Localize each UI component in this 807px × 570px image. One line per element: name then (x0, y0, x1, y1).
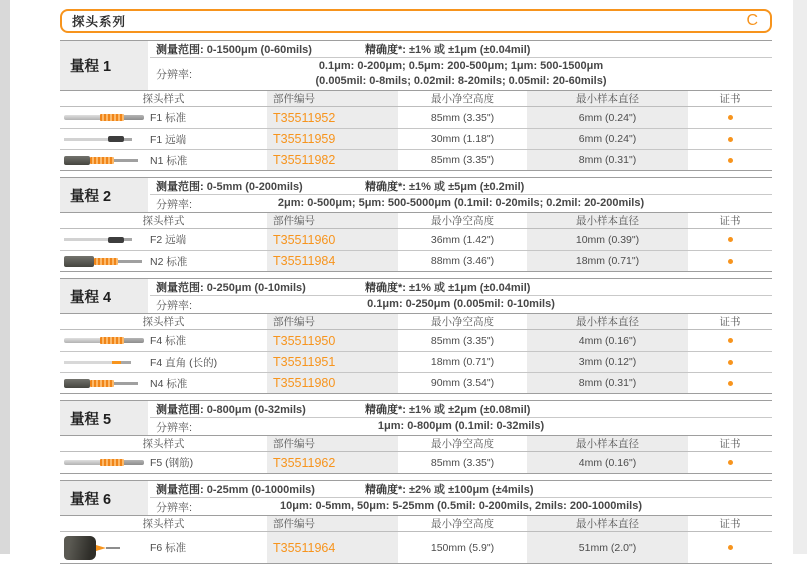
column-header-clearance: 最小净空高度 (431, 518, 494, 530)
probe-style: F5 (钢筋) (150, 457, 194, 469)
range-section-4 (60, 278, 772, 394)
part-number-link[interactable]: T35511982 (267, 150, 398, 170)
probe-style: N4 标准 (150, 377, 188, 390)
column-header-diameter: 最小样本直径 (527, 91, 688, 106)
min-clearance: 85mm (3.35") (430, 111, 495, 124)
column-header-part: 部件编号 (267, 213, 398, 228)
certificate-cell (688, 452, 772, 473)
min-diameter: 6mm (0.24") (527, 129, 688, 149)
column-header-row (60, 313, 772, 330)
probe-image (60, 251, 150, 271)
probe-style: F1 远端 (150, 133, 187, 146)
measure-range-value: 0-25mm (0-1000mils) (206, 484, 315, 496)
accuracy-label: 精确度*: (365, 484, 406, 496)
part-number-link[interactable]: T35511984 (267, 251, 398, 271)
resolution-value: 1μm: 0-800μm (0.1mil: 0-32mils) (377, 420, 545, 432)
min-diameter: 10mm (0.39") (527, 229, 688, 250)
min-clearance: 85mm (3.35") (430, 334, 495, 347)
column-header-certificate: 证书 (719, 215, 741, 227)
table-row (60, 351, 772, 372)
certificate-cell (688, 107, 772, 128)
certificate-cell (688, 150, 772, 170)
range-section-6 (60, 480, 772, 564)
min-diameter: 6mm (0.24") (527, 107, 688, 128)
min-diameter: 4mm (0.16") (527, 452, 688, 473)
min-clearance: 36mm (1.42") (430, 233, 495, 246)
probe-style: F1 标准 (150, 112, 187, 124)
range-label: 量程 6 (60, 481, 148, 515)
accuracy-value: ±2% 或 ±100μm (±4mils) (409, 484, 534, 496)
accuracy-label: 精确度*: (365, 181, 406, 193)
probe-image (60, 229, 150, 250)
min-clearance: 85mm (3.35") (430, 456, 495, 469)
certificate-dot-icon (728, 137, 733, 142)
certificate-dot-icon (728, 460, 733, 465)
resolution-value: 0.1μm: 0-200μm; 0.5μm: 200-500μm; 1μm: 500-1500μm (0.005mil: 0-8mils; 0.02mil: 8-20mils; 0.05mil: 20-60mils) (315, 60, 607, 87)
part-number-link[interactable]: T35511962 (267, 452, 398, 473)
part-number-link[interactable]: T35511950 (267, 330, 398, 351)
certificate-dot-icon (728, 338, 733, 343)
certificate-dot-icon (728, 115, 733, 120)
probe-style: F4 直角 (长的) (150, 356, 218, 369)
certificate-dot-icon (728, 237, 733, 242)
column-header-diameter: 最小样本直径 (527, 314, 688, 329)
certificate-cell (688, 229, 772, 250)
column-header-part: 部件编号 (267, 516, 398, 531)
range-section-2 (60, 177, 772, 272)
measure-range-value: 0-1500μm (0-60mils) (206, 44, 312, 56)
min-diameter: 3mm (0.12") (527, 352, 688, 372)
table-row (60, 452, 772, 473)
measure-range-value: 0-5mm (0-200mils) (206, 181, 303, 193)
accuracy-label: 精确度*: (365, 282, 406, 294)
column-header-part: 部件编号 (267, 436, 398, 451)
probe-image (60, 129, 150, 149)
probe-style: F2 远端 (150, 234, 187, 246)
column-header-row (60, 435, 772, 452)
part-number-link[interactable]: T35511959 (267, 129, 398, 149)
column-header-row (60, 90, 772, 107)
measure-range-label: 测量范围: (156, 282, 204, 294)
min-diameter: 51mm (2.0") (527, 532, 688, 563)
probe-image (60, 452, 150, 473)
probe-series-page (60, 9, 772, 570)
certificate-cell (688, 129, 772, 149)
column-header-row (60, 212, 772, 229)
certificate-dot-icon (728, 259, 733, 264)
probe-style: N1 标准 (150, 154, 188, 167)
column-header-style: 探头样式 (142, 316, 185, 328)
range-label: 量程 2 (60, 178, 148, 212)
column-header-part: 部件编号 (267, 91, 398, 106)
range-section-5 (60, 400, 772, 474)
min-clearance: 18mm (0.71") (430, 356, 495, 368)
probe-image (60, 373, 150, 393)
series-header-bar[interactable] (60, 9, 772, 33)
certificate-dot-icon (728, 158, 733, 163)
probe-image (60, 532, 150, 563)
column-header-certificate: 证书 (719, 316, 741, 328)
resolution-value: 10μm: 0-5mm, 50μm: 5-25mm (0.5mil: 0-200mils, 2mils: 200-1000mils) (280, 500, 642, 512)
min-diameter: 18mm (0.71") (527, 251, 688, 271)
left-page-edge (0, 0, 10, 554)
range-label: 量程 5 (60, 401, 148, 435)
part-number-link[interactable]: T35511960 (267, 229, 398, 250)
column-header-certificate: 证书 (719, 93, 741, 105)
probe-image (60, 330, 150, 351)
resolution-label: 分辨率: (156, 299, 193, 312)
measure-range-label: 测量范围: (156, 44, 204, 56)
certificate-dot-icon (728, 545, 733, 550)
accuracy-label: 精确度*: (365, 404, 406, 416)
min-diameter: 8mm (0.31") (527, 150, 688, 170)
table-row (60, 128, 772, 149)
accuracy-value: ±1% 或 ±2μm (±0.08mil) (409, 404, 531, 416)
column-header-certificate: 证书 (719, 438, 741, 450)
table-row (60, 229, 772, 250)
column-header-diameter: 最小样本直径 (527, 213, 688, 228)
column-header-style: 探头样式 (142, 518, 185, 530)
certificate-c-link[interactable]: C (746, 12, 758, 29)
measure-range-label: 测量范围: (156, 484, 204, 496)
accuracy-value: ±1% 或 ±1μm (±0.04mil) (409, 282, 531, 294)
part-number-link[interactable]: T35511951 (267, 352, 398, 372)
resolution-value: 0.1μm: 0-250μm (0.005mil: 0-10mils) (367, 298, 555, 310)
part-number-link[interactable]: T35511980 (267, 373, 398, 393)
column-header-style: 探头样式 (142, 215, 185, 227)
probe-style: F6 标准 (150, 542, 187, 554)
min-clearance: 150mm (5.9") (430, 541, 495, 554)
part-number-link[interactable]: T35511964 (267, 532, 398, 563)
table-row (60, 149, 772, 170)
column-header-diameter: 最小样本直径 (527, 436, 688, 451)
measure-range-value: 0-800μm (0-32mils) (206, 404, 306, 416)
probe-image (60, 107, 150, 128)
column-header-diameter: 最小样本直径 (527, 516, 688, 531)
column-header-clearance: 最小净空高度 (431, 316, 494, 328)
resolution-label: 分辨率: (156, 69, 193, 81)
range-section-1 (60, 40, 772, 171)
certificate-cell (688, 330, 772, 351)
probe-image (60, 352, 150, 372)
range-label: 量程 1 (60, 41, 148, 90)
column-header-certificate: 证书 (719, 518, 741, 530)
table-row (60, 372, 772, 393)
table-row (60, 532, 772, 563)
table-row (60, 107, 772, 128)
column-header-clearance: 最小净空高度 (431, 215, 494, 227)
page-title: 探头系列 (72, 15, 127, 29)
range-label: 量程 4 (60, 279, 148, 313)
accuracy-label: 精确度*: (365, 44, 406, 56)
accuracy-value: ±1% 或 ±1μm (±0.04mil) (409, 44, 531, 56)
certificate-cell (688, 373, 772, 393)
column-header-clearance: 最小净空高度 (431, 93, 494, 105)
certificate-dot-icon (728, 360, 733, 365)
certificate-cell (688, 251, 772, 271)
certificate-dot-icon (728, 381, 733, 386)
column-header-clearance: 最小净空高度 (431, 438, 494, 450)
column-header-part: 部件编号 (267, 314, 398, 329)
probe-style: N2 标准 (150, 255, 188, 268)
min-diameter: 4mm (0.16") (527, 330, 688, 351)
column-header-row (60, 515, 772, 532)
measure-range-label: 测量范围: (156, 181, 204, 193)
right-page-edge (793, 0, 807, 554)
resolution-label: 分辨率: (156, 421, 193, 434)
resolution-label: 分辨率: (156, 501, 193, 514)
resolution-label: 分辨率: (156, 198, 193, 211)
min-clearance: 90mm (3.54") (430, 377, 495, 389)
part-number-link[interactable]: T35511952 (267, 107, 398, 128)
resolution-value: 2μm: 0-500μm; 5μm: 500-5000μm (0.1mil: 0-20mils; 0.2mil: 20-200mils) (277, 197, 645, 209)
measure-range-value: 0-250μm (0-10mils) (206, 282, 306, 294)
min-clearance: 85mm (3.35") (430, 154, 495, 166)
table-row (60, 250, 772, 271)
certificate-cell (688, 532, 772, 563)
min-clearance: 30mm (1.18") (430, 133, 495, 145)
probe-style: F4 标准 (150, 335, 187, 347)
column-header-style: 探头样式 (142, 438, 185, 450)
min-clearance: 88mm (3.46") (430, 255, 495, 267)
table-row (60, 330, 772, 351)
accuracy-value: ±1% 或 ±5μm (±0.2mil) (409, 181, 525, 193)
measure-range-label: 测量范围: (156, 404, 204, 416)
min-diameter: 8mm (0.31") (527, 373, 688, 393)
column-header-style: 探头样式 (142, 93, 185, 105)
certificate-cell (688, 352, 772, 372)
probe-image (60, 150, 150, 170)
